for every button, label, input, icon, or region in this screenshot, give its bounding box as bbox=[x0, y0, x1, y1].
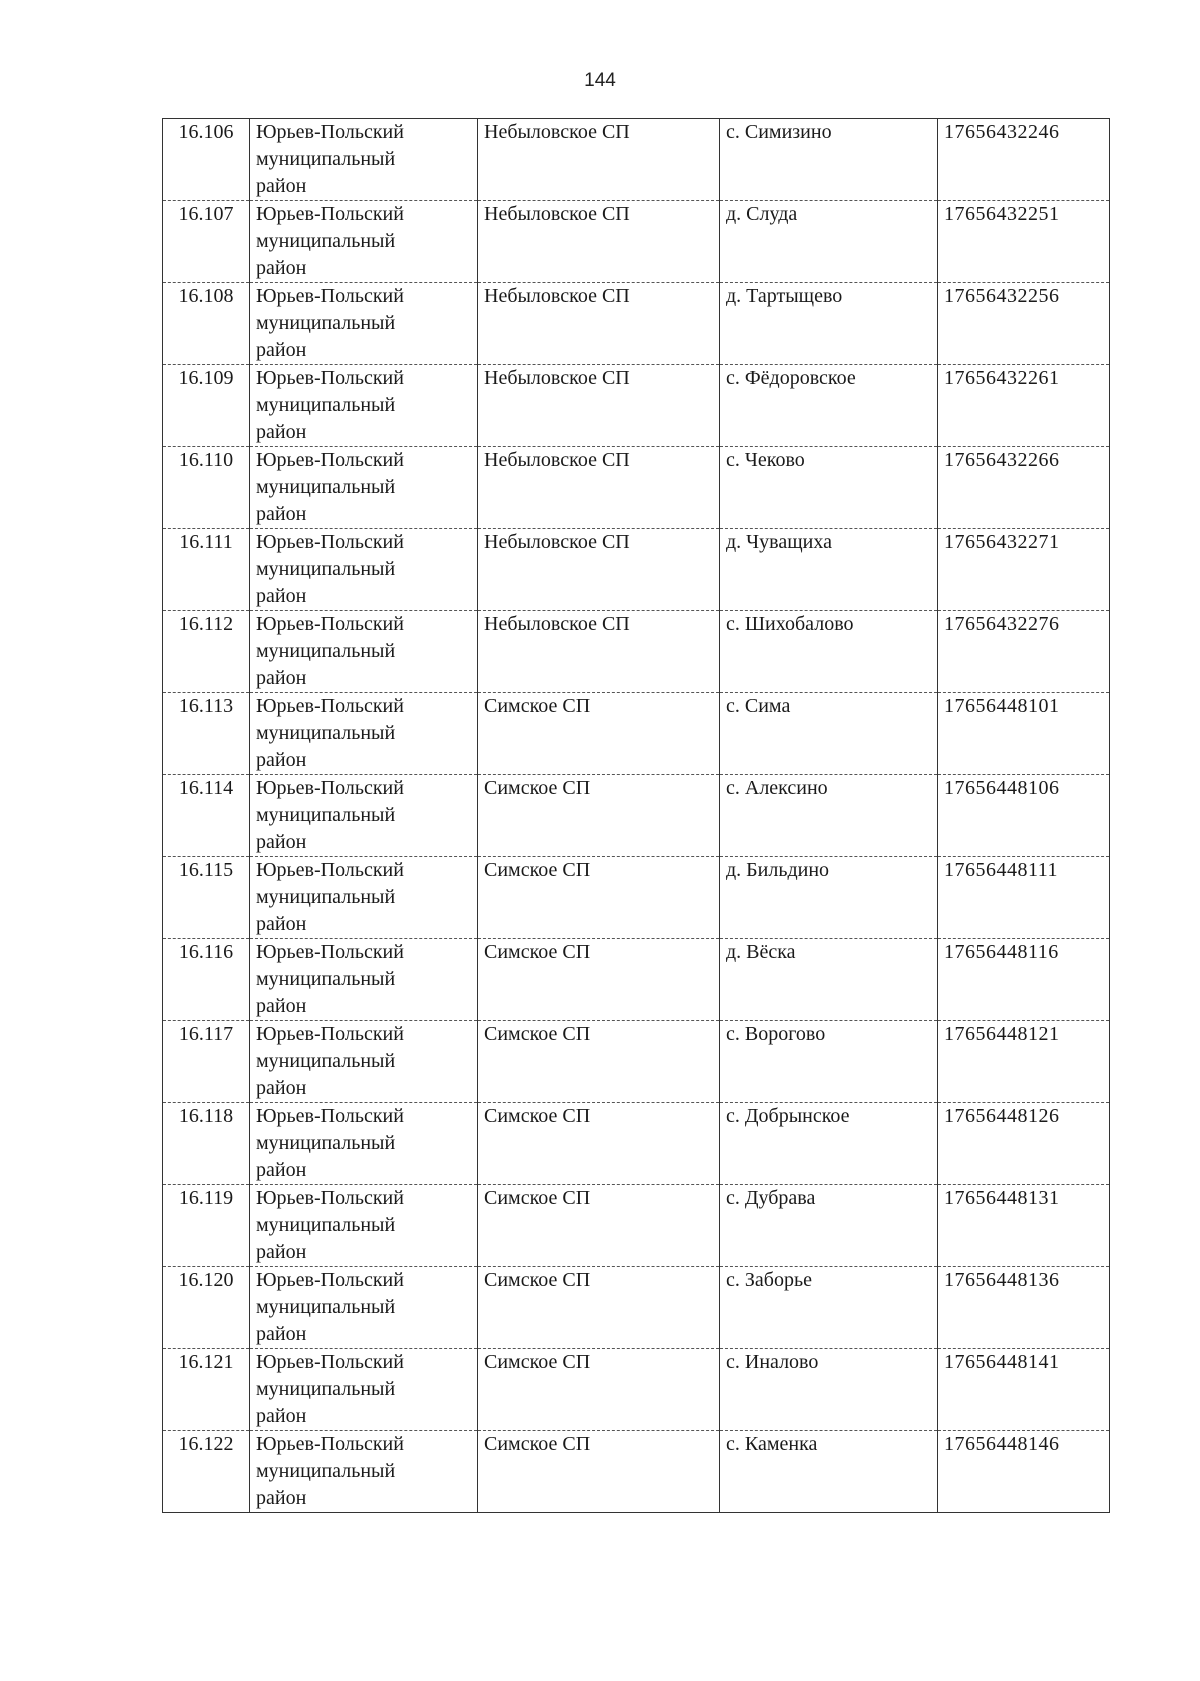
settlement-cell: Симское СП bbox=[478, 1185, 720, 1267]
table-row bbox=[163, 939, 1110, 1021]
row-number-cell: 16.122 bbox=[163, 1431, 250, 1513]
locality-cell: д. Вёска bbox=[720, 939, 938, 1021]
locality-cell: с. Ворогово bbox=[720, 1021, 938, 1103]
settlement-cell: Симское СП bbox=[478, 1021, 720, 1103]
district-line: муниципальный bbox=[256, 968, 396, 990]
district-line: Юрьев-Польский bbox=[256, 613, 404, 635]
locality-cell: д. Бильдино bbox=[720, 857, 938, 939]
district-line: район bbox=[256, 1077, 307, 1099]
district-line: район bbox=[256, 503, 307, 525]
locality-cell: д. Слуда bbox=[720, 201, 938, 283]
district-line: муниципальный bbox=[256, 1460, 396, 1482]
row-number-cell: 16.108 bbox=[163, 283, 250, 365]
table-row bbox=[163, 447, 1110, 529]
settlements-table bbox=[162, 118, 1110, 1513]
district-cell bbox=[250, 201, 478, 283]
locality-cell: с. Сима bbox=[720, 693, 938, 775]
district-line: муниципальный bbox=[256, 394, 396, 416]
district-cell bbox=[250, 775, 478, 857]
locality-cell: с. Фёдоровское bbox=[720, 365, 938, 447]
district-cell bbox=[250, 1185, 478, 1267]
oktmo-code-cell: 17656432251 bbox=[938, 201, 1110, 283]
district-line: район bbox=[256, 913, 307, 935]
district-line: район bbox=[256, 339, 307, 361]
district-cell bbox=[250, 1103, 478, 1185]
district-line: Юрьев-Польский bbox=[256, 777, 404, 799]
district-line: район bbox=[256, 995, 307, 1017]
oktmo-code-cell: 17656448101 bbox=[938, 693, 1110, 775]
oktmo-code-cell: 17656432261 bbox=[938, 365, 1110, 447]
settlement-cell: Небыловское СП bbox=[478, 119, 720, 201]
row-number-cell: 16.118 bbox=[163, 1103, 250, 1185]
district-line: район bbox=[256, 421, 307, 443]
settlement-cell: Небыловское СП bbox=[478, 283, 720, 365]
oktmo-code-cell: 17656432256 bbox=[938, 283, 1110, 365]
district-cell bbox=[250, 1431, 478, 1513]
district-line: Юрьев-Польский bbox=[256, 203, 404, 225]
district-line: муниципальный bbox=[256, 1378, 396, 1400]
row-number-cell: 16.113 bbox=[163, 693, 250, 775]
locality-cell: с. Каменка bbox=[720, 1431, 938, 1513]
district-line: Юрьев-Польский bbox=[256, 859, 404, 881]
table-row bbox=[163, 365, 1110, 447]
row-number-cell: 16.109 bbox=[163, 365, 250, 447]
locality-cell: д. Чуващиха bbox=[720, 529, 938, 611]
oktmo-code-cell: 17656448116 bbox=[938, 939, 1110, 1021]
oktmo-code-cell: 17656432246 bbox=[938, 119, 1110, 201]
settlement-cell: Небыловское СП bbox=[478, 611, 720, 693]
district-line: Юрьев-Польский bbox=[256, 1105, 404, 1127]
table-row bbox=[163, 529, 1110, 611]
district-cell bbox=[250, 119, 478, 201]
table-row bbox=[163, 775, 1110, 857]
row-number-cell: 16.110 bbox=[163, 447, 250, 529]
table-row bbox=[163, 1021, 1110, 1103]
locality-cell: д. Тартыщево bbox=[720, 283, 938, 365]
table-row bbox=[163, 693, 1110, 775]
district-line: Юрьев-Польский bbox=[256, 285, 404, 307]
district-line: район bbox=[256, 1405, 307, 1427]
oktmo-code-cell: 17656432276 bbox=[938, 611, 1110, 693]
settlement-cell: Симское СП bbox=[478, 1267, 720, 1349]
district-line: Юрьев-Польский bbox=[256, 1433, 404, 1455]
district-line: район bbox=[256, 175, 307, 197]
row-number-cell: 16.119 bbox=[163, 1185, 250, 1267]
district-cell bbox=[250, 857, 478, 939]
district-cell bbox=[250, 1021, 478, 1103]
table-row bbox=[163, 1267, 1110, 1349]
locality-cell: с. Заборье bbox=[720, 1267, 938, 1349]
locality-cell: с. Чеково bbox=[720, 447, 938, 529]
row-number-cell: 16.116 bbox=[163, 939, 250, 1021]
district-line: Юрьев-Польский bbox=[256, 1351, 404, 1373]
settlement-cell: Симское СП bbox=[478, 1431, 720, 1513]
district-line: муниципальный bbox=[256, 1050, 396, 1072]
district-line: Юрьев-Польский bbox=[256, 695, 404, 717]
district-line: район bbox=[256, 585, 307, 607]
table-row bbox=[163, 1431, 1110, 1513]
district-cell bbox=[250, 365, 478, 447]
table-row bbox=[163, 1103, 1110, 1185]
district-line: муниципальный bbox=[256, 886, 396, 908]
district-line: муниципальный bbox=[256, 804, 396, 826]
district-cell bbox=[250, 447, 478, 529]
settlement-cell: Небыловское СП bbox=[478, 529, 720, 611]
row-number-cell: 16.114 bbox=[163, 775, 250, 857]
district-line: Юрьев-Польский bbox=[256, 121, 404, 143]
district-line: муниципальный bbox=[256, 1296, 396, 1318]
row-number-cell: 16.106 bbox=[163, 119, 250, 201]
oktmo-code-cell: 17656448141 bbox=[938, 1349, 1110, 1431]
row-number-cell: 16.111 bbox=[163, 529, 250, 611]
locality-cell: с. Симизино bbox=[720, 119, 938, 201]
district-line: район bbox=[256, 257, 307, 279]
district-cell bbox=[250, 611, 478, 693]
table-row bbox=[163, 1349, 1110, 1431]
settlement-cell: Симское СП bbox=[478, 857, 720, 939]
table-row bbox=[163, 1185, 1110, 1267]
table-body bbox=[163, 119, 1110, 1513]
district-line: район bbox=[256, 1487, 307, 1509]
district-line: муниципальный bbox=[256, 148, 396, 170]
district-line: муниципальный bbox=[256, 558, 396, 580]
table-row bbox=[163, 119, 1110, 201]
district-line: Юрьев-Польский bbox=[256, 531, 404, 553]
district-cell bbox=[250, 939, 478, 1021]
table-row bbox=[163, 611, 1110, 693]
district-cell bbox=[250, 1349, 478, 1431]
district-cell bbox=[250, 283, 478, 365]
district-line: район bbox=[256, 1241, 307, 1263]
district-line: район bbox=[256, 831, 307, 853]
row-number-cell: 16.112 bbox=[163, 611, 250, 693]
oktmo-code-cell: 17656448136 bbox=[938, 1267, 1110, 1349]
locality-cell: с. Шихобалово bbox=[720, 611, 938, 693]
oktmo-code-cell: 17656448121 bbox=[938, 1021, 1110, 1103]
district-line: муниципальный bbox=[256, 1214, 396, 1236]
settlement-cell: Симское СП bbox=[478, 775, 720, 857]
district-line: Юрьев-Польский bbox=[256, 367, 404, 389]
table-row bbox=[163, 857, 1110, 939]
settlement-cell: Симское СП bbox=[478, 693, 720, 775]
locality-cell: с. Иналово bbox=[720, 1349, 938, 1431]
settlement-cell: Небыловское СП bbox=[478, 365, 720, 447]
oktmo-code-cell: 17656448146 bbox=[938, 1431, 1110, 1513]
settlement-cell: Небыловское СП bbox=[478, 447, 720, 529]
district-line: муниципальный bbox=[256, 1132, 396, 1154]
oktmo-code-cell: 17656448111 bbox=[938, 857, 1110, 939]
locality-cell: с. Алексино bbox=[720, 775, 938, 857]
row-number-cell: 16.120 bbox=[163, 1267, 250, 1349]
district-line: район bbox=[256, 667, 307, 689]
settlement-cell: Симское СП bbox=[478, 939, 720, 1021]
district-line: муниципальный bbox=[256, 476, 396, 498]
locality-cell: с. Добрынское bbox=[720, 1103, 938, 1185]
district-cell bbox=[250, 1267, 478, 1349]
oktmo-code-cell: 17656432266 bbox=[938, 447, 1110, 529]
district-line: Юрьев-Польский bbox=[256, 449, 404, 471]
row-number-cell: 16.115 bbox=[163, 857, 250, 939]
district-line: район bbox=[256, 749, 307, 771]
district-line: муниципальный bbox=[256, 640, 396, 662]
row-number-cell: 16.121 bbox=[163, 1349, 250, 1431]
district-line: Юрьев-Польский bbox=[256, 1269, 404, 1291]
oktmo-code-cell: 17656448106 bbox=[938, 775, 1110, 857]
district-line: муниципальный bbox=[256, 312, 396, 334]
settlement-cell: Небыловское СП bbox=[478, 201, 720, 283]
district-cell bbox=[250, 693, 478, 775]
district-line: Юрьев-Польский bbox=[256, 1187, 404, 1209]
oktmo-code-cell: 17656432271 bbox=[938, 529, 1110, 611]
oktmo-code-cell: 17656448131 bbox=[938, 1185, 1110, 1267]
district-line: муниципальный bbox=[256, 722, 396, 744]
row-number-cell: 16.117 bbox=[163, 1021, 250, 1103]
district-line: муниципальный bbox=[256, 230, 396, 252]
district-cell bbox=[250, 529, 478, 611]
settlement-cell: Симское СП bbox=[478, 1103, 720, 1185]
district-line: Юрьев-Польский bbox=[256, 941, 404, 963]
district-line: район bbox=[256, 1159, 307, 1181]
row-number-cell: 16.107 bbox=[163, 201, 250, 283]
district-line: район bbox=[256, 1323, 307, 1345]
oktmo-code-cell: 17656448126 bbox=[938, 1103, 1110, 1185]
table-row bbox=[163, 201, 1110, 283]
page-number: 144 bbox=[584, 70, 616, 91]
locality-cell: с. Дубрава bbox=[720, 1185, 938, 1267]
settlement-cell: Симское СП bbox=[478, 1349, 720, 1431]
settlements-table-container bbox=[162, 118, 1109, 1513]
table-row bbox=[163, 283, 1110, 365]
district-line: Юрьев-Польский bbox=[256, 1023, 404, 1045]
